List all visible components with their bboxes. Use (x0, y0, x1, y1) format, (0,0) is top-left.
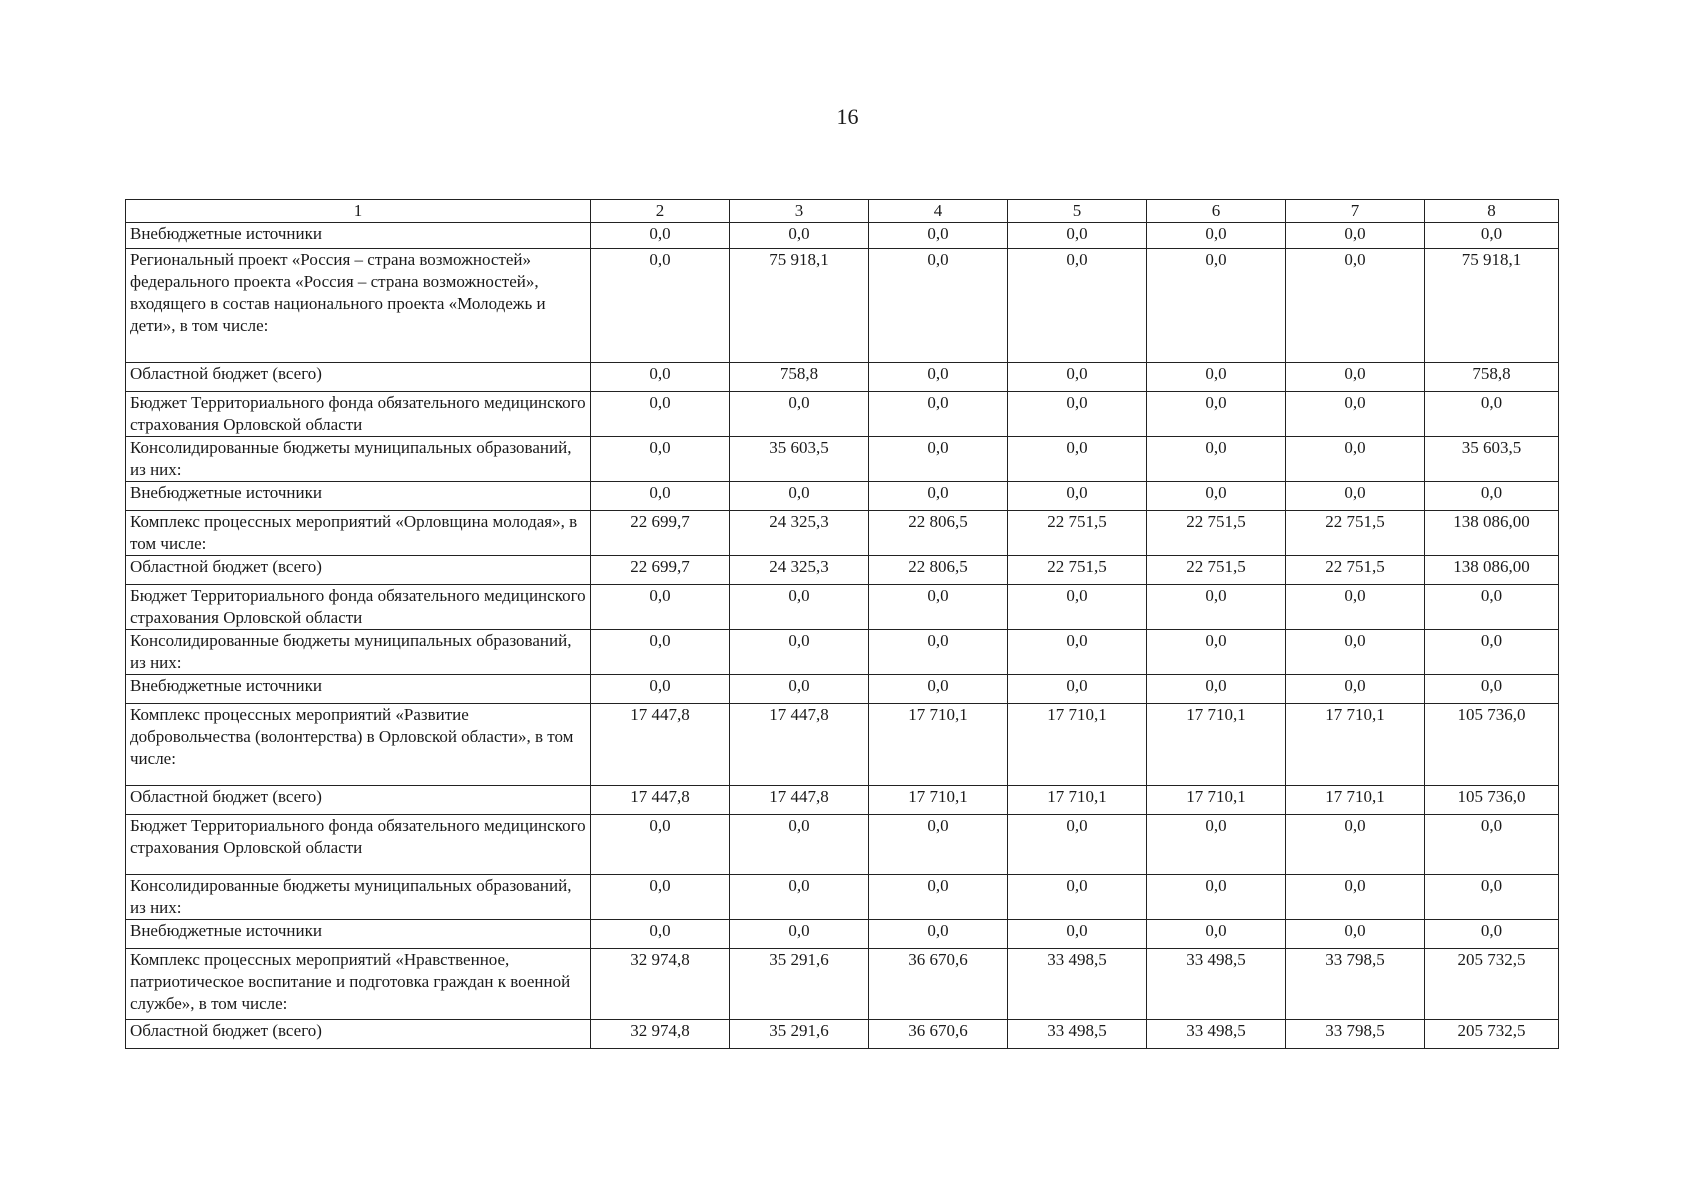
value-cell: 0,0 (730, 875, 869, 920)
value-cell: 17 710,1 (869, 704, 1008, 786)
value-cell: 0,0 (1008, 815, 1147, 875)
column-header: 4 (869, 200, 1008, 223)
table-row (126, 630, 1559, 675)
value-cell: 0,0 (591, 630, 730, 675)
value-cell: 22 751,5 (1286, 556, 1425, 585)
value-cell: 758,8 (730, 363, 869, 392)
value-cell: 0,0 (591, 815, 730, 875)
value-cell: 17 447,8 (591, 786, 730, 815)
value-cell: 0,0 (869, 675, 1008, 704)
value-cell: 0,0 (1425, 392, 1559, 437)
value-cell: 0,0 (1008, 249, 1147, 363)
value-cell: 0,0 (730, 223, 869, 249)
value-cell: 36 670,6 (869, 1020, 1008, 1049)
value-cell: 22 751,5 (1147, 556, 1286, 585)
value-cell: 0,0 (591, 482, 730, 511)
value-cell: 0,0 (1425, 875, 1559, 920)
row-label: Бюджет Территориального фонда обязательного медицинского страхования Орловской области (126, 392, 591, 437)
value-cell: 17 710,1 (1147, 704, 1286, 786)
row-label: Внебюджетные источники (126, 223, 591, 249)
row-label: Бюджет Территориального фонда обязательного медицинского страхования Орловской области (126, 815, 591, 875)
value-cell: 758,8 (1425, 363, 1559, 392)
value-cell: 0,0 (1147, 920, 1286, 949)
value-cell: 0,0 (869, 249, 1008, 363)
value-cell: 33 798,5 (1286, 1020, 1425, 1049)
row-label: Внебюджетные источники (126, 482, 591, 511)
value-cell: 105 736,0 (1425, 786, 1559, 815)
value-cell: 33 798,5 (1286, 949, 1425, 1020)
value-cell: 0,0 (869, 920, 1008, 949)
value-cell: 0,0 (1008, 630, 1147, 675)
value-cell: 35 603,5 (1425, 437, 1559, 482)
table-row (126, 920, 1559, 949)
value-cell: 0,0 (730, 585, 869, 630)
value-cell: 35 603,5 (730, 437, 869, 482)
value-cell: 138 086,00 (1425, 556, 1559, 585)
value-cell: 0,0 (1286, 363, 1425, 392)
table-row (126, 1020, 1559, 1049)
value-cell: 0,0 (1147, 815, 1286, 875)
value-cell: 0,0 (1147, 249, 1286, 363)
value-cell: 0,0 (869, 363, 1008, 392)
value-cell: 0,0 (1008, 920, 1147, 949)
row-label: Областной бюджет (всего) (126, 556, 591, 585)
column-header: 7 (1286, 200, 1425, 223)
row-label: Областной бюджет (всего) (126, 786, 591, 815)
row-label: Консолидированные бюджеты муниципальных образований, из них: (126, 437, 591, 482)
value-cell: 24 325,3 (730, 511, 869, 556)
value-cell: 0,0 (869, 482, 1008, 511)
value-cell: 0,0 (730, 630, 869, 675)
value-cell: 0,0 (591, 392, 730, 437)
value-cell: 0,0 (1425, 630, 1559, 675)
value-cell: 0,0 (869, 630, 1008, 675)
value-cell: 17 710,1 (1286, 786, 1425, 815)
value-cell: 75 918,1 (1425, 249, 1559, 363)
table-row (126, 704, 1559, 786)
value-cell: 0,0 (1008, 675, 1147, 704)
value-cell: 17 447,8 (730, 704, 869, 786)
value-cell: 205 732,5 (1425, 949, 1559, 1020)
value-cell: 17 710,1 (1147, 786, 1286, 815)
column-header: 5 (1008, 200, 1147, 223)
table-row (126, 585, 1559, 630)
row-label: Внебюджетные источники (126, 675, 591, 704)
row-label: Консолидированные бюджеты муниципальных образований, из них: (126, 630, 591, 675)
value-cell: 22 751,5 (1008, 511, 1147, 556)
column-header: 1 (126, 200, 591, 223)
value-cell: 0,0 (591, 875, 730, 920)
table-row (126, 437, 1559, 482)
value-cell: 0,0 (1425, 223, 1559, 249)
value-cell: 32 974,8 (591, 1020, 730, 1049)
value-cell: 36 670,6 (869, 949, 1008, 1020)
header-row (126, 200, 1559, 223)
budget-table (125, 199, 1559, 1049)
column-header: 2 (591, 200, 730, 223)
value-cell: 0,0 (869, 875, 1008, 920)
value-cell: 17 710,1 (1008, 786, 1147, 815)
value-cell: 0,0 (869, 223, 1008, 249)
table-row (126, 511, 1559, 556)
table-row (126, 675, 1559, 704)
value-cell: 0,0 (1008, 585, 1147, 630)
value-cell: 0,0 (869, 815, 1008, 875)
page-number: 16 (836, 104, 859, 129)
table-row (126, 815, 1559, 875)
table-row (126, 223, 1559, 249)
value-cell: 0,0 (1008, 223, 1147, 249)
value-cell: 0,0 (869, 585, 1008, 630)
value-cell: 0,0 (591, 920, 730, 949)
value-cell: 0,0 (1425, 675, 1559, 704)
value-cell: 0,0 (1008, 875, 1147, 920)
value-cell: 0,0 (869, 437, 1008, 482)
table-row (126, 363, 1559, 392)
value-cell: 0,0 (1147, 392, 1286, 437)
value-cell: 0,0 (591, 437, 730, 482)
value-cell: 33 498,5 (1147, 1020, 1286, 1049)
value-cell: 0,0 (1147, 223, 1286, 249)
value-cell: 0,0 (730, 675, 869, 704)
value-cell: 0,0 (1286, 482, 1425, 511)
value-cell: 33 498,5 (1008, 949, 1147, 1020)
table-row (126, 249, 1559, 363)
value-cell: 32 974,8 (591, 949, 730, 1020)
value-cell: 17 710,1 (869, 786, 1008, 815)
value-cell: 0,0 (1147, 585, 1286, 630)
value-cell: 22 751,5 (1008, 556, 1147, 585)
value-cell: 0,0 (1286, 392, 1425, 437)
row-label: Бюджет Территориального фонда обязательного медицинского страхования Орловской области (126, 585, 591, 630)
value-cell: 22 806,5 (869, 511, 1008, 556)
value-cell: 17 710,1 (1286, 704, 1425, 786)
value-cell: 17 710,1 (1008, 704, 1147, 786)
table-row (126, 949, 1559, 1020)
value-cell: 22 806,5 (869, 556, 1008, 585)
row-label: Региональный проект «Россия – страна возможностей» федерального проекта «Россия – страна возможностей», входящего в состав национального проекта «Молодежь и дети», в том числе: (126, 249, 591, 363)
table-row (126, 875, 1559, 920)
row-label: Областной бюджет (всего) (126, 363, 591, 392)
row-label: Областной бюджет (всего) (126, 1020, 591, 1049)
value-cell: 0,0 (1286, 223, 1425, 249)
value-cell: 75 918,1 (730, 249, 869, 363)
value-cell: 0,0 (1286, 249, 1425, 363)
value-cell: 0,0 (591, 363, 730, 392)
column-header: 6 (1147, 200, 1286, 223)
value-cell: 0,0 (1425, 815, 1559, 875)
row-label: Комплекс процессных мероприятий «Орловщина молодая», в том числе: (126, 511, 591, 556)
value-cell: 22 699,7 (591, 511, 730, 556)
value-cell: 0,0 (1008, 482, 1147, 511)
value-cell: 22 751,5 (1286, 511, 1425, 556)
value-cell: 33 498,5 (1147, 949, 1286, 1020)
value-cell: 0,0 (591, 223, 730, 249)
table-row (126, 392, 1559, 437)
value-cell: 24 325,3 (730, 556, 869, 585)
value-cell: 0,0 (1147, 630, 1286, 675)
value-cell: 138 086,00 (1425, 511, 1559, 556)
value-cell: 0,0 (1286, 630, 1425, 675)
value-cell: 0,0 (1286, 920, 1425, 949)
row-label: Консолидированные бюджеты муниципальных образований, из них: (126, 875, 591, 920)
table-row (126, 786, 1559, 815)
value-cell: 0,0 (730, 482, 869, 511)
column-header: 8 (1425, 200, 1559, 223)
value-cell: 0,0 (1286, 875, 1425, 920)
value-cell: 17 447,8 (730, 786, 869, 815)
table-row (126, 482, 1559, 511)
value-cell: 0,0 (1147, 437, 1286, 482)
row-label: Комплекс процессных мероприятий «Нравственное, патриотическое воспитание и подготовка граждан к военной службе», в том числе: (126, 949, 591, 1020)
value-cell: 0,0 (1008, 363, 1147, 392)
value-cell: 0,0 (730, 920, 869, 949)
value-cell: 0,0 (1286, 815, 1425, 875)
value-cell: 0,0 (1425, 585, 1559, 630)
value-cell: 35 291,6 (730, 949, 869, 1020)
value-cell: 0,0 (1147, 675, 1286, 704)
value-cell: 0,0 (1425, 920, 1559, 949)
column-header: 3 (730, 200, 869, 223)
value-cell: 0,0 (869, 392, 1008, 437)
value-cell: 0,0 (1147, 875, 1286, 920)
value-cell: 17 447,8 (591, 704, 730, 786)
value-cell: 0,0 (1147, 482, 1286, 511)
value-cell: 0,0 (1008, 392, 1147, 437)
value-cell: 0,0 (1286, 437, 1425, 482)
row-label: Внебюджетные источники (126, 920, 591, 949)
table-row (126, 556, 1559, 585)
value-cell: 0,0 (730, 815, 869, 875)
value-cell: 0,0 (1008, 437, 1147, 482)
value-cell: 0,0 (1286, 585, 1425, 630)
value-cell: 205 732,5 (1425, 1020, 1559, 1049)
value-cell: 35 291,6 (730, 1020, 869, 1049)
row-label: Комплекс процессных мероприятий «Развитие добровольчества (волонтерства) в Орловской области», в том числе: (126, 704, 591, 786)
value-cell: 0,0 (1286, 675, 1425, 704)
value-cell: 0,0 (591, 585, 730, 630)
value-cell: 22 751,5 (1147, 511, 1286, 556)
value-cell: 0,0 (1425, 482, 1559, 511)
value-cell: 33 498,5 (1008, 1020, 1147, 1049)
value-cell: 0,0 (730, 392, 869, 437)
value-cell: 0,0 (591, 249, 730, 363)
value-cell: 105 736,0 (1425, 704, 1559, 786)
value-cell: 0,0 (591, 675, 730, 704)
value-cell: 22 699,7 (591, 556, 730, 585)
value-cell: 0,0 (1147, 363, 1286, 392)
